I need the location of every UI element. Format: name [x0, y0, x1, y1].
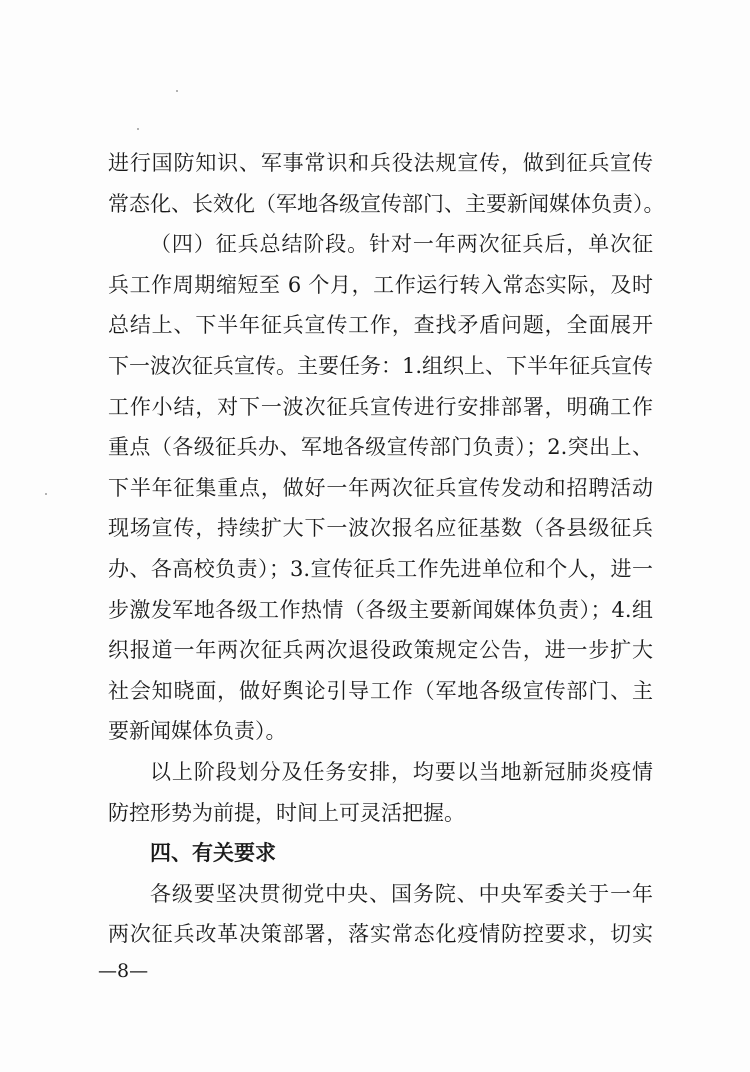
paragraph-line: 现场宣传，持续扩大下一波次报名应征基数（各县级征兵	[108, 516, 653, 541]
page-number: —8—	[98, 960, 149, 982]
paragraph-line: 步激发军地各级工作热情（各级主要新闻媒体负责）；4.组	[108, 597, 653, 622]
paragraph-line: 兵工作周期缩短至 6 个月，工作运行转入常态实际，及时	[108, 272, 653, 297]
paragraph-line: 总结上、下半年征兵宣传工作，查找矛盾问题，全面展开	[108, 313, 653, 338]
paragraph-line: 要新闻媒体负责）。	[108, 719, 287, 744]
paragraph-line: 工作小结，对下一波次征兵宣传进行安排部署，明确工作	[108, 394, 653, 419]
paragraph-line: 各级要坚决贯彻党中央、国务院、中央军委关于一年	[150, 881, 653, 906]
section-heading: 四、有关要求	[150, 841, 276, 866]
paragraph-line: 常态化、长效化（军地各级宣传部门、主要新闻媒体负责）。	[108, 191, 665, 216]
paragraph-line: 社会知晓面，做好舆论引导工作（军地各级宣传部门、主	[108, 678, 653, 703]
paragraph-line: 织报道一年两次征兵两次退役政策规定公告，进一步扩大	[108, 638, 653, 663]
paragraph-line: 下半年征集重点，做好一年两次征兵宣传发动和招聘活动	[108, 475, 653, 500]
scan-speck	[176, 90, 178, 92]
paragraph-line: 两次征兵改革决策部署，落实常态化疫情防控要求，切实	[108, 922, 653, 947]
section-four-heading-line: （四）征兵总结阶段。针对一年两次征兵后，单次征	[150, 232, 653, 257]
body-text	[108, 143, 665, 955]
scan-speck	[137, 128, 139, 130]
scan-speck	[45, 493, 47, 495]
paragraph-line: 下一波次征兵宣传。主要任务：1.组织上、下半年征兵宣传	[108, 353, 654, 378]
paragraph-line: 防控形势为前提，时间上可灵活把握。	[108, 800, 465, 825]
paragraph-line: 办、各高校负责）；3.宣传征兵工作先进单位和个人，进一	[108, 556, 653, 581]
paragraph-line: 重点（各级征兵办、军地各级宣传部门负责）；2.突出上、	[108, 435, 653, 460]
paragraph-line: 以上阶段划分及任务安排，均要以当地新冠肺炎疫情	[150, 759, 653, 784]
paragraph-line: 进行国防知识、军事常识和兵役法规宣传，做到征兵宣传	[108, 151, 653, 175]
